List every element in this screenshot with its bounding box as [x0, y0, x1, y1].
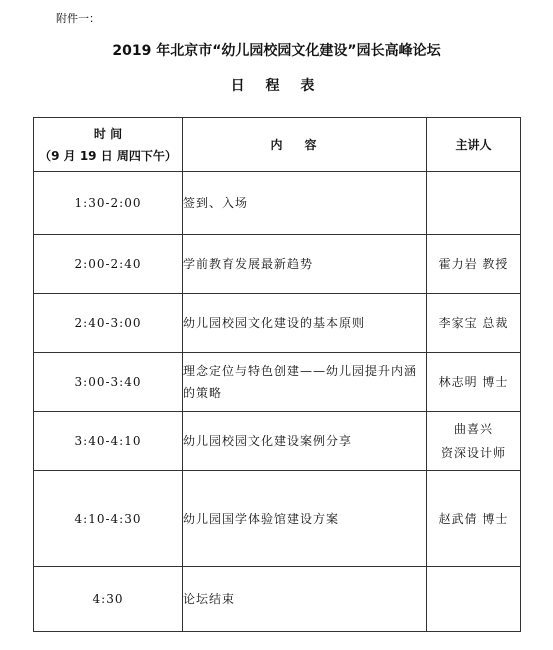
- table-row: [34, 412, 521, 471]
- row-speaker: [427, 172, 521, 235]
- row-time: 2:40-3:00: [34, 294, 183, 353]
- header-time-date: （9 月 19 日 周四下午）: [39, 148, 177, 163]
- row-speaker: [427, 567, 521, 632]
- document-title: 2019 年北京市“幼儿园校园文化建设”园长高峰论坛: [112, 43, 441, 59]
- row-time: 2:00-2:40: [34, 235, 183, 294]
- table-row: [34, 567, 521, 632]
- row-content: 幼儿园校园文化建设的基本原则: [183, 294, 427, 353]
- row-content: 幼儿园国学体验馆建设方案: [183, 471, 427, 567]
- row-content: 学前教育发展最新趋势: [183, 235, 427, 294]
- row-speaker: [427, 235, 521, 294]
- row-speaker: [427, 294, 521, 353]
- speaker-title: 资深设计师: [440, 446, 506, 460]
- speaker-name: 霍力岩 教授: [438, 257, 509, 271]
- row-speaker: [427, 353, 521, 412]
- table-row: [34, 172, 521, 235]
- row-content: 幼儿园校园文化建设案例分享: [183, 412, 427, 471]
- header-content: 内容: [183, 118, 427, 172]
- header-speaker: 主讲人: [427, 118, 521, 172]
- schedule-table: [33, 117, 521, 632]
- speaker-name: 林志明 博士: [438, 375, 509, 389]
- table-row: [34, 235, 521, 294]
- row-time: 4:30: [34, 567, 183, 632]
- row-speaker: [427, 412, 521, 471]
- row-content: 论坛结束: [183, 567, 427, 632]
- row-time: 1:30-2:00: [34, 172, 183, 235]
- document-subtitle: 日 程 表: [230, 78, 323, 94]
- attachment-label: 附件一：: [56, 12, 100, 25]
- row-time: 3:40-4:10: [34, 412, 183, 471]
- header-time-label: 时 间: [93, 126, 123, 141]
- row-content: 签到、入场: [183, 172, 427, 235]
- table-row: [34, 353, 521, 412]
- row-time: 3:00-3:40: [34, 353, 183, 412]
- row-speaker: [427, 471, 521, 567]
- row-content: 理念定位与特色创建——幼儿园提升内涵的策略: [183, 353, 427, 412]
- row-time: 4:10-4:30: [34, 471, 183, 567]
- table-row: [34, 294, 521, 353]
- table-row: [34, 471, 521, 567]
- speaker-name: 曲喜兴: [453, 422, 493, 436]
- header-time: [34, 118, 183, 172]
- table-header-row: [34, 118, 521, 172]
- speaker-name: 赵武倩 博士: [438, 511, 509, 526]
- speaker-name: 李家宝 总裁: [438, 316, 509, 330]
